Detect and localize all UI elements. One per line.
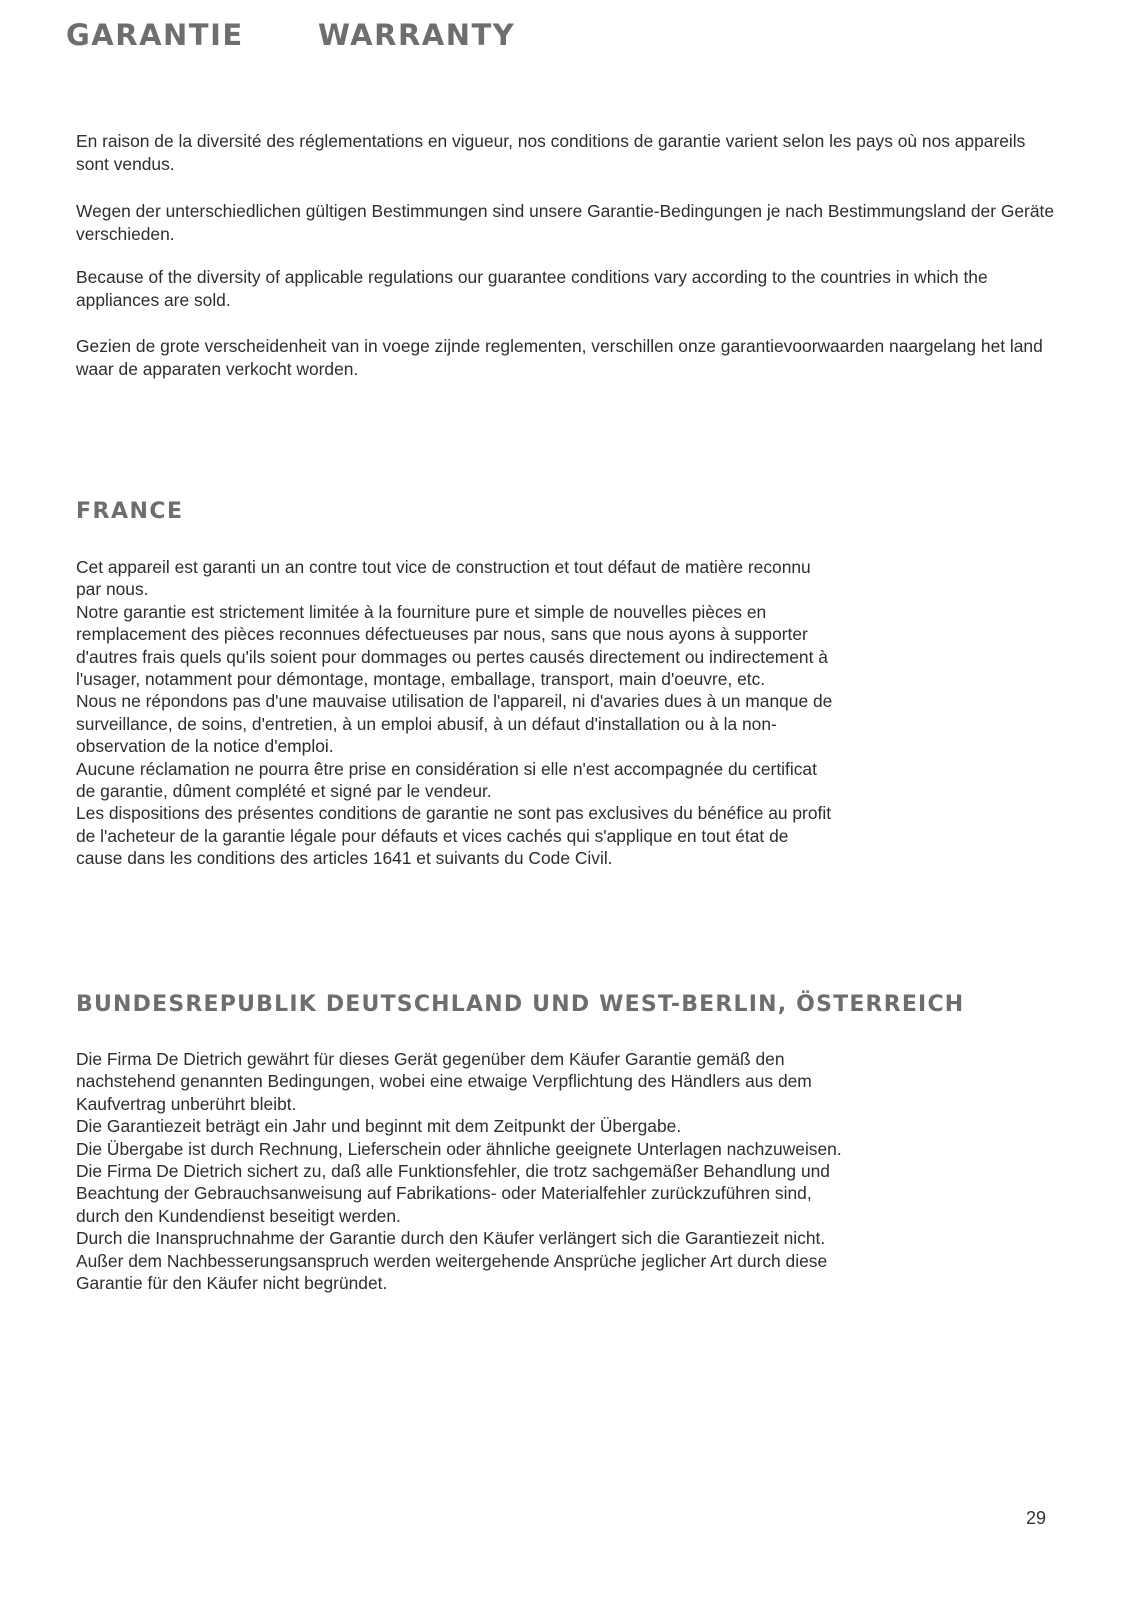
text-line: Garantie für den Käufer nicht begründet. <box>76 1273 388 1294</box>
text-line: Die Firma De Dietrich sichert zu, daß alle Funktionsfehler, die trotz sachgemäßer Behandlung und <box>76 1161 830 1182</box>
title-french: GARANTIE <box>66 18 244 52</box>
text-line: observation de la notice d'emploi. <box>76 736 334 757</box>
title-english: WARRANTY <box>318 18 516 52</box>
text-line: Cet appareil est garanti un an contre tout vice de construction et tout défaut de matière reconnu <box>76 557 811 577</box>
text-line: cause dans les conditions des articles 1641 et suivants du Code Civil. <box>76 848 613 869</box>
intro-paragraph-french: En raison de la diversité des réglementations en vigueur, nos conditions de garantie varient selon les pays où nos appareils sont vendus. <box>76 131 1026 174</box>
section-heading-france: FRANCE <box>76 499 184 524</box>
text-line: Les dispositions des présentes conditions de garantie ne sont pas exclusives du bénéfice au profit <box>76 803 832 824</box>
text-line: l'usager, notamment pour démontage, montage, emballage, transport, main d'oeuvre, etc. <box>76 669 766 690</box>
text-line: Die Garantiezeit beträgt ein Jahr und beginnt mit dem Zeitpunkt der Übergabe. <box>76 1116 682 1137</box>
text-line: durch den Kundendienst beseitigt werden. <box>76 1205 401 1226</box>
intro-paragraph-dutch: Gezien de grote verscheidenheit van in voege zijnde reglementen, verschillen onze garantievoorwaarden naargelang het land waar de apparaten verkocht worden. <box>76 336 1043 379</box>
text-line: surveillance, de soins, d'entretien, à un emploi abusif, à un défaut d'installation ou à la non- <box>76 713 777 734</box>
text-line: par nous. <box>76 579 149 600</box>
section-heading-germany-austria: BUNDESREPUBLIK DEUTSCHLAND UND WEST-BERLIN, ÖSTERREICH <box>76 992 965 1017</box>
germany-warranty-text <box>76 1048 1061 1294</box>
text-line: Kaufvertrag unberührt bleibt. <box>76 1093 297 1114</box>
text-line: Beachtung der Gebrauchsanweisung auf Fabrikations- oder Materialfehler zurückzuführen sind, <box>76 1183 812 1204</box>
text-line: remplacement des pièces reconnues défectueuses par nous, sans que nous ayons à supporter <box>76 624 808 645</box>
text-line: Durch die Inanspruchnahme der Garantie durch den Käufer verlängert sich die Garantiezeit nicht. <box>76 1228 826 1249</box>
page-title <box>66 18 566 68</box>
text-line: de garantie, dûment complété et signé par le vendeur. <box>76 781 492 802</box>
text-line: Die Übergabe ist durch Rechnung, Lieferschein oder ähnliche geeignete Unterlagen nachzuweisen. <box>76 1138 842 1159</box>
text-line: Nous ne répondons pas d'une mauvaise utilisation de l'appareil, ni d'avaries dues à un manque de <box>76 691 833 712</box>
text-line: Außer dem Nachbesserungsanspruch werden weitergehende Ansprüche jeglicher Art durch diese <box>76 1250 828 1271</box>
text-line: d'autres frais quels qu'ils soient pour dommages ou pertes causés directement ou indirectement à <box>76 646 828 667</box>
france-warranty-text <box>76 556 1061 870</box>
text-line: de l'acheteur de la garantie légale pour défauts et vices cachés qui s'applique en tout état de <box>76 825 789 846</box>
text-line: Die Firma De Dietrich gewährt für dieses Gerät gegenüber dem Käufer Garantie gemäß den <box>76 1049 785 1069</box>
page-number: 29 <box>1025 1508 1046 1528</box>
intro-paragraph-german: Wegen der unterschiedlichen gültigen Bestimmungen sind unsere Garantie-Bedingungen je nach Bestimmungsland der Geräte verschieden. <box>76 201 1055 244</box>
text-line: nachstehend genannten Bedingungen, wobei eine etwaige Verpflichtung des Händlers aus dem <box>76 1071 812 1092</box>
text-line: Notre garantie est strictement limitée à la fourniture pure et simple de nouvelles pièces en <box>76 601 767 622</box>
intro-paragraph-english: Because of the diversity of applicable regulations our guarantee conditions vary according to the countries in which the appliances are sold. <box>76 267 988 310</box>
text-line: Aucune réclamation ne pourra être prise en considération si elle n'est accompagnée du certificat <box>76 758 817 779</box>
